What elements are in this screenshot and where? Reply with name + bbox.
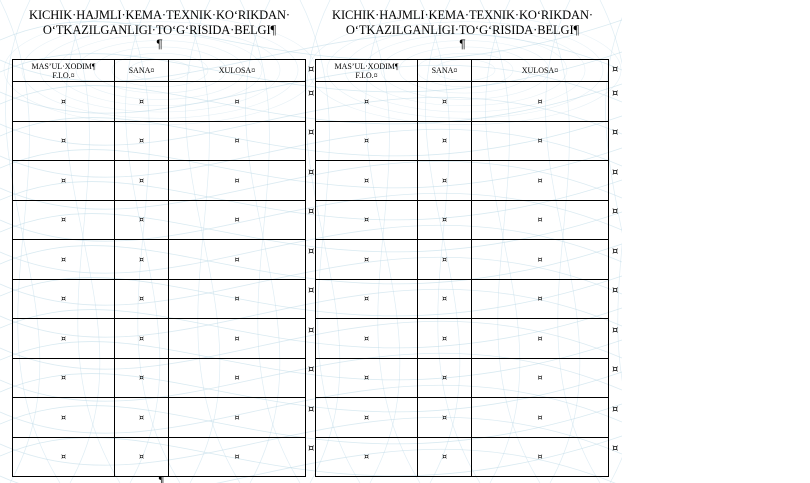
date-cell[interactable]: ¤: [115, 121, 169, 161]
table-row: [13, 121, 306, 161]
date-cell[interactable]: ¤: [418, 319, 472, 359]
responsible-cell[interactable]: ¤: [316, 279, 418, 319]
responsible-cell[interactable]: ¤: [13, 121, 115, 161]
date-cell[interactable]: ¤: [115, 398, 169, 438]
end-of-row-mark: ¤: [308, 88, 315, 99]
conclusion-cell[interactable]: ¤: [472, 319, 609, 359]
conclusion-cell[interactable]: ¤: [169, 398, 306, 438]
date-cell[interactable]: ¤: [418, 121, 472, 161]
conclusion-cell[interactable]: ¤: [472, 240, 609, 280]
responsible-cell[interactable]: ¤: [316, 161, 418, 201]
responsible-cell[interactable]: ¤: [13, 82, 115, 122]
date-cell[interactable]: ¤: [418, 200, 472, 240]
responsible-cell[interactable]: ¤: [13, 319, 115, 359]
table-row: [316, 161, 609, 201]
date-cell[interactable]: ¤: [115, 358, 169, 398]
end-of-row-mark: ¤: [308, 404, 315, 415]
conclusion-cell[interactable]: ¤: [169, 319, 306, 359]
date-cell[interactable]: ¤: [418, 240, 472, 280]
date-cell[interactable]: ¤: [418, 279, 472, 319]
responsible-cell[interactable]: ¤: [13, 437, 115, 477]
conclusion-cell[interactable]: ¤: [169, 437, 306, 477]
end-of-row-mark: ¤: [612, 127, 619, 138]
conclusion-cell[interactable]: ¤: [169, 161, 306, 201]
date-cell[interactable]: ¤: [115, 437, 169, 477]
end-of-row-mark: ¤: [308, 64, 315, 75]
end-of-row-mark: ¤: [308, 206, 315, 217]
date-cell[interactable]: ¤: [418, 161, 472, 201]
end-of-row-mark: ¤: [612, 364, 619, 375]
conclusion-cell[interactable]: ¤: [169, 82, 306, 122]
conclusion-cell[interactable]: ¤: [472, 121, 609, 161]
responsible-cell[interactable]: ¤: [316, 240, 418, 280]
table-row: [316, 358, 609, 398]
responsible-cell[interactable]: ¤: [13, 398, 115, 438]
end-of-row-mark: ¤: [308, 285, 315, 296]
date-cell[interactable]: ¤: [115, 161, 169, 201]
table-row: [316, 398, 609, 438]
table-row: [316, 121, 609, 161]
table-row: [316, 437, 609, 477]
conclusion-cell[interactable]: ¤: [472, 437, 609, 477]
form-panel-left: [12, 8, 307, 462]
end-of-row-mark: ¤: [612, 246, 619, 257]
end-of-row-mark: ¤: [612, 88, 619, 99]
table-row: [13, 161, 306, 201]
header-conclusion: XULOSA¤: [169, 60, 306, 82]
end-of-row-mark: ¤: [612, 64, 619, 75]
conclusion-cell[interactable]: ¤: [169, 240, 306, 280]
end-of-row-mark: ¤: [612, 325, 619, 336]
date-cell[interactable]: ¤: [115, 200, 169, 240]
date-cell[interactable]: ¤: [418, 398, 472, 438]
responsible-cell[interactable]: ¤: [316, 200, 418, 240]
end-of-row-mark: ¤: [308, 246, 315, 257]
date-cell[interactable]: ¤: [418, 437, 472, 477]
table-row: [316, 279, 609, 319]
header-responsible: MAS’UL·XODIM¶ F.I.O.¤: [316, 60, 418, 82]
conclusion-cell[interactable]: ¤: [472, 82, 609, 122]
date-cell[interactable]: ¤: [115, 319, 169, 359]
date-cell[interactable]: ¤: [115, 279, 169, 319]
conclusion-cell[interactable]: ¤: [169, 200, 306, 240]
inspection-table-right: [315, 59, 609, 477]
form-title-line2: O‘TKAZILGANLIGI·TO‘G‘RISIDA·BELGI¶: [345, 23, 580, 37]
end-of-row-mark: ¤: [308, 167, 315, 178]
conclusion-cell[interactable]: ¤: [472, 358, 609, 398]
table-row: [13, 358, 306, 398]
paragraph-mark: ¶: [459, 37, 466, 51]
end-of-row-mark: ¤: [612, 167, 619, 178]
responsible-cell[interactable]: ¤: [316, 121, 418, 161]
table-row: [13, 279, 306, 319]
end-of-row-mark: ¤: [612, 285, 619, 296]
responsible-cell[interactable]: ¤: [13, 279, 115, 319]
conclusion-cell[interactable]: ¤: [169, 358, 306, 398]
conclusion-cell[interactable]: ¤: [472, 200, 609, 240]
table-row: [13, 319, 306, 359]
table-row: [316, 82, 609, 122]
header-conclusion: XULOSA¤: [472, 60, 609, 82]
table-row: [13, 200, 306, 240]
responsible-cell[interactable]: ¤: [316, 319, 418, 359]
responsible-cell[interactable]: ¤: [316, 82, 418, 122]
responsible-cell[interactable]: ¤: [13, 200, 115, 240]
form-title-line1: KICHIK·HAJMLI·KEMA·TEXNIK·KO‘RIKDAN·: [29, 8, 290, 22]
end-of-row-mark: ¤: [308, 364, 315, 375]
responsible-cell[interactable]: ¤: [316, 358, 418, 398]
date-cell[interactable]: ¤: [115, 240, 169, 280]
table-row: [13, 240, 306, 280]
end-of-row-mark: ¤: [612, 443, 619, 454]
table-row: [316, 200, 609, 240]
conclusion-cell[interactable]: ¤: [169, 279, 306, 319]
form-title-line1: KICHIK·HAJMLI·KEMA·TEXNIK·KO‘RIKDAN·: [332, 8, 593, 22]
form-panel-right: [315, 8, 610, 462]
end-of-row-mark: ¤: [308, 325, 315, 336]
conclusion-cell[interactable]: ¤: [472, 279, 609, 319]
date-cell[interactable]: ¤: [418, 82, 472, 122]
end-of-row-mark: ¤: [612, 404, 619, 415]
responsible-cell[interactable]: ¤: [13, 358, 115, 398]
paragraph-mark: ¶: [156, 37, 163, 51]
conclusion-cell[interactable]: ¤: [472, 161, 609, 201]
footer-paragraph-mark: ¶: [158, 475, 165, 483]
end-of-row-mark: ¤: [308, 127, 315, 138]
conclusion-cell[interactable]: ¤: [472, 398, 609, 438]
table-row: [13, 398, 306, 438]
date-cell[interactable]: ¤: [115, 82, 169, 122]
end-of-row-mark: ¤: [308, 443, 315, 454]
table-row: [13, 437, 306, 477]
responsible-cell[interactable]: ¤: [13, 161, 115, 201]
date-cell[interactable]: ¤: [418, 358, 472, 398]
table-row: [316, 319, 609, 359]
responsible-cell[interactable]: ¤: [316, 398, 418, 438]
end-of-row-mark: ¤: [612, 206, 619, 217]
responsible-cell[interactable]: ¤: [13, 240, 115, 280]
inspection-table-left: [12, 59, 306, 477]
form-title-line2: O‘TKAZILGANLIGI·TO‘G‘RISIDA·BELGI¶: [42, 23, 277, 37]
table-row: [316, 240, 609, 280]
conclusion-cell[interactable]: ¤: [169, 121, 306, 161]
header-date: SANA¤: [115, 60, 169, 82]
responsible-cell[interactable]: ¤: [316, 437, 418, 477]
table-row: [13, 82, 306, 122]
header-date: SANA¤: [418, 60, 472, 82]
header-responsible: MAS’UL·XODIM¶ F.I.O.¤: [13, 60, 115, 82]
